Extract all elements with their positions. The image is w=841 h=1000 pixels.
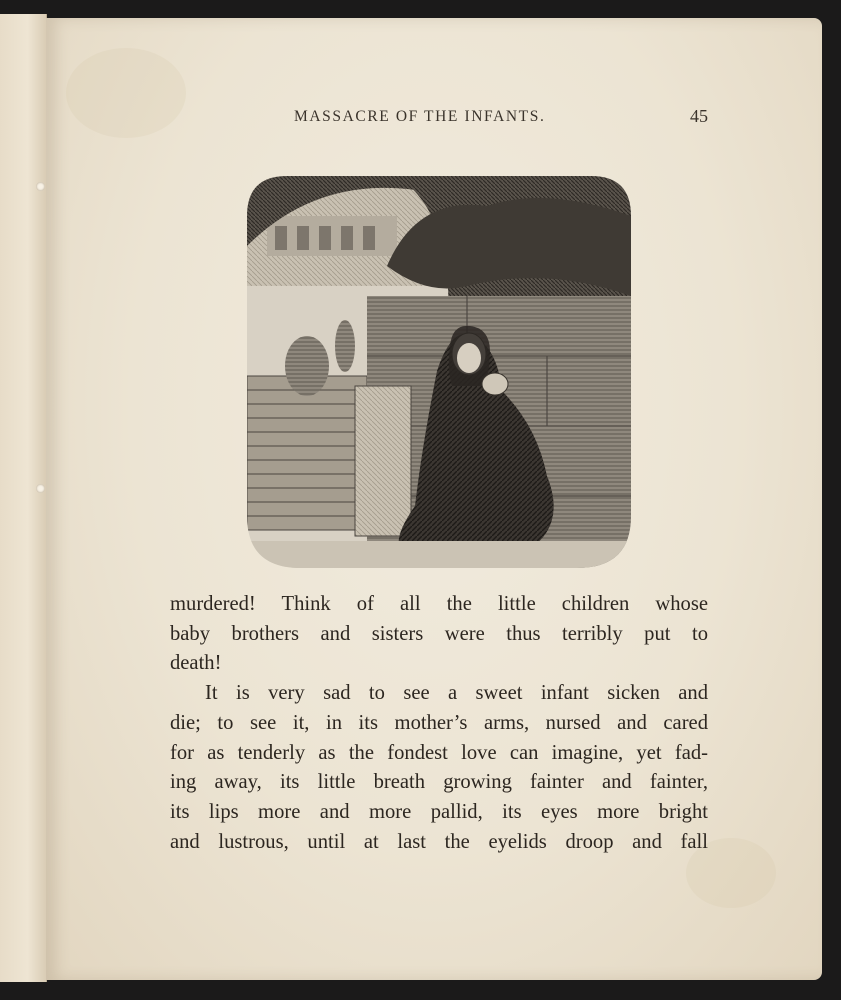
binding-hole [36,182,45,191]
text-line: baby brothers and sisters were thus terribly put to [170,622,708,645]
text-line: It is very sad to see a sweet infant sicken and [205,682,708,705]
text-line: and lustrous, until at last the eyelids droop and fall [170,830,708,853]
text-line: murdered! Think of all the little children whose [170,593,708,615]
binding-hole [36,484,45,493]
running-head: MASSACRE OF THE INFANTS. [294,108,546,125]
engraving-illustration [247,176,631,568]
text-line: its lips more and more pallid, its eyes more bright [170,800,708,823]
text-line: ing away, its little breath growing fainter and fainter, [170,771,708,794]
text-line: for as tenderly as the fondest love can imagine, yet fad- [170,741,708,764]
left-page-edge [0,14,47,982]
page-number: 45 [690,106,708,126]
text-line: death! [170,652,222,675]
body-text [170,590,708,857]
paper-stain [66,48,186,138]
text-line: die; to see it, in its mother’s arms, nursed and cared [170,711,708,734]
